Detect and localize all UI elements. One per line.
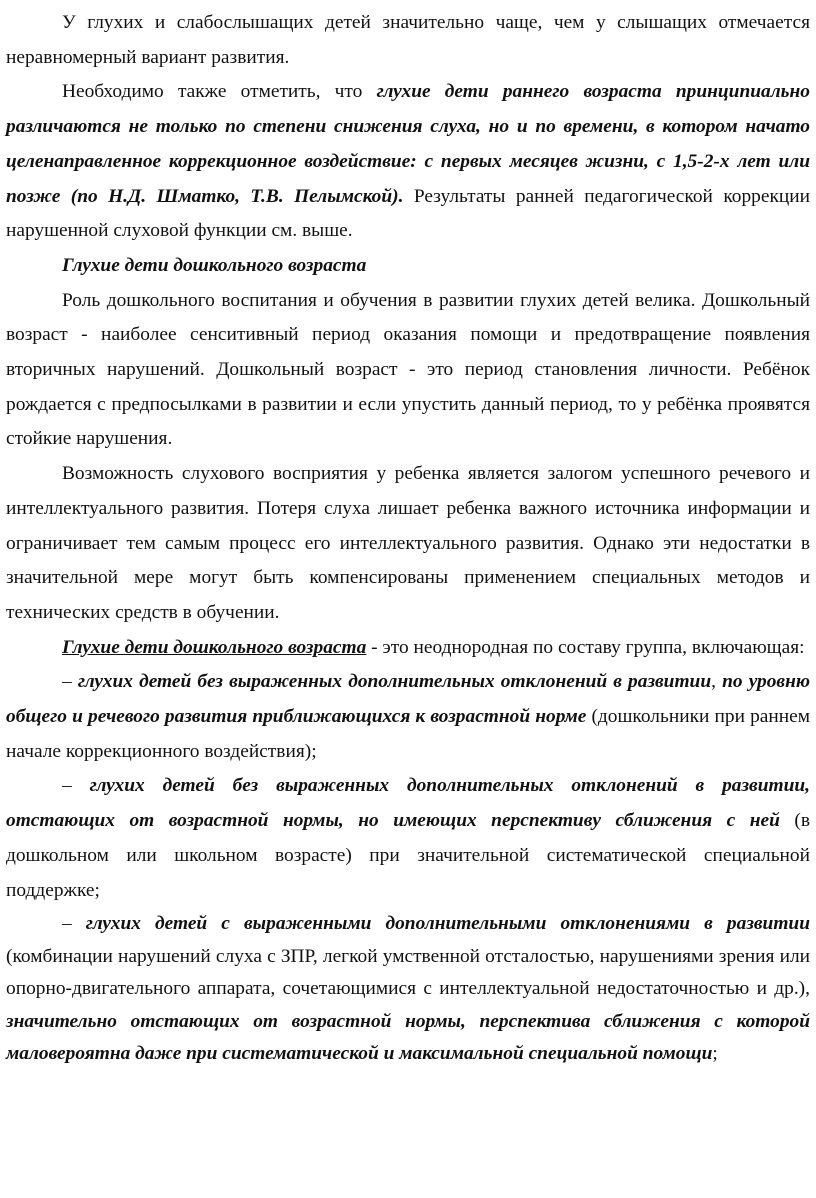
text-run: ; <box>712 1043 718 1065</box>
underlined-emphasis-text: Глухие дети дошкольного возраста <box>62 636 367 658</box>
text-run: Необходимо также отметить, что <box>62 81 377 103</box>
list-dash: – <box>62 913 86 935</box>
emphasis-text: значительно отстающих от возрастной нормы, перспектива сближения с которой маловероятна даже при систематической и максимальной специальной помощи <box>6 1010 810 1065</box>
emphasis-text: глухие дети раннего возраста принципиально различаются не только по степени снижения слуха, но и по времени, в котором начато целенаправленное коррекционное воздействие: с первых месяцев жизни, с 1,5-2-х лет или позже (по Н.Д. Шматко, Т.В. Пелымской). <box>6 81 810 207</box>
emphasis-text: по уровню общего и речевого развития приближающихся к возрастной норме <box>6 671 811 728</box>
emphasis-text: глухих детей без выраженных дополнительных отклонений в развитии, отстающих от возрастной нормы, но имеющих перспективу сближения с ней <box>6 775 810 832</box>
paragraph-preschool-role: Роль дошкольного воспитания и обучения в развитии глухих детей велика. Дошкольный возраст - наиболее сенситивный период оказания помощи и предотвращение появления вторичных нарушений. Дошкольный возраст - это период становления личности. Ребёнок рождается с предпосылками в развитии и если упустить данный период, то у ребёнка проявятся стойкие нарушения. <box>6 289 810 450</box>
text-run: - это неоднородная по составу группа, включающая: <box>366 636 805 658</box>
section-heading: Глухие дети дошкольного возраста <box>62 254 367 276</box>
text-run: (в дошкольном или школьном возрасте) при значительной систематической специальной поддержке; <box>6 810 810 901</box>
text-run: (дошкольники при раннем начале коррекционного воздействия); <box>6 706 810 762</box>
text-run: Результаты ранней педагогической коррекции нарушенной слуховой функции см. выше. <box>6 185 811 242</box>
paragraph-uneven-development: У глухих и слабослышащих детей значительно чаще, чем у слышащих отмечается неравномерный вариант развития. <box>6 12 810 68</box>
list-item <box>6 665 810 769</box>
list-item <box>6 769 810 908</box>
emphasis-text: глухих детей без выраженных дополнительных отклонений в развитии <box>77 671 712 693</box>
paragraph-early-age-differences <box>6 75 810 249</box>
list-dash: – <box>62 775 90 797</box>
list-dash: – <box>62 671 78 693</box>
paragraph-hearing-perception: Возможность слухового восприятия у ребенка является залогом успешного речевого и интеллектуального развития. Потеря слуха лишает ребенка важного источника информации и ограничивает тем самым процесс его интеллектуального развития. Однако эти недостатки в значительной мере могут быть компенсированы применением специальных методов и технических средств в обучении. <box>6 463 810 623</box>
paragraph-group-intro <box>6 631 810 666</box>
emphasis-text: глухих детей с выраженными дополнительными отклонениями в развитии <box>85 913 810 935</box>
text-run: , <box>711 671 723 693</box>
text-run: (комбинации нарушений слуха с ЗПР, легкой умственной отсталостью, нарушениями зрения или опорно-двигательного аппарата, сочетающимися с интеллектуальной недостаточностью и др.), <box>6 945 810 1000</box>
list-item <box>6 908 810 1071</box>
